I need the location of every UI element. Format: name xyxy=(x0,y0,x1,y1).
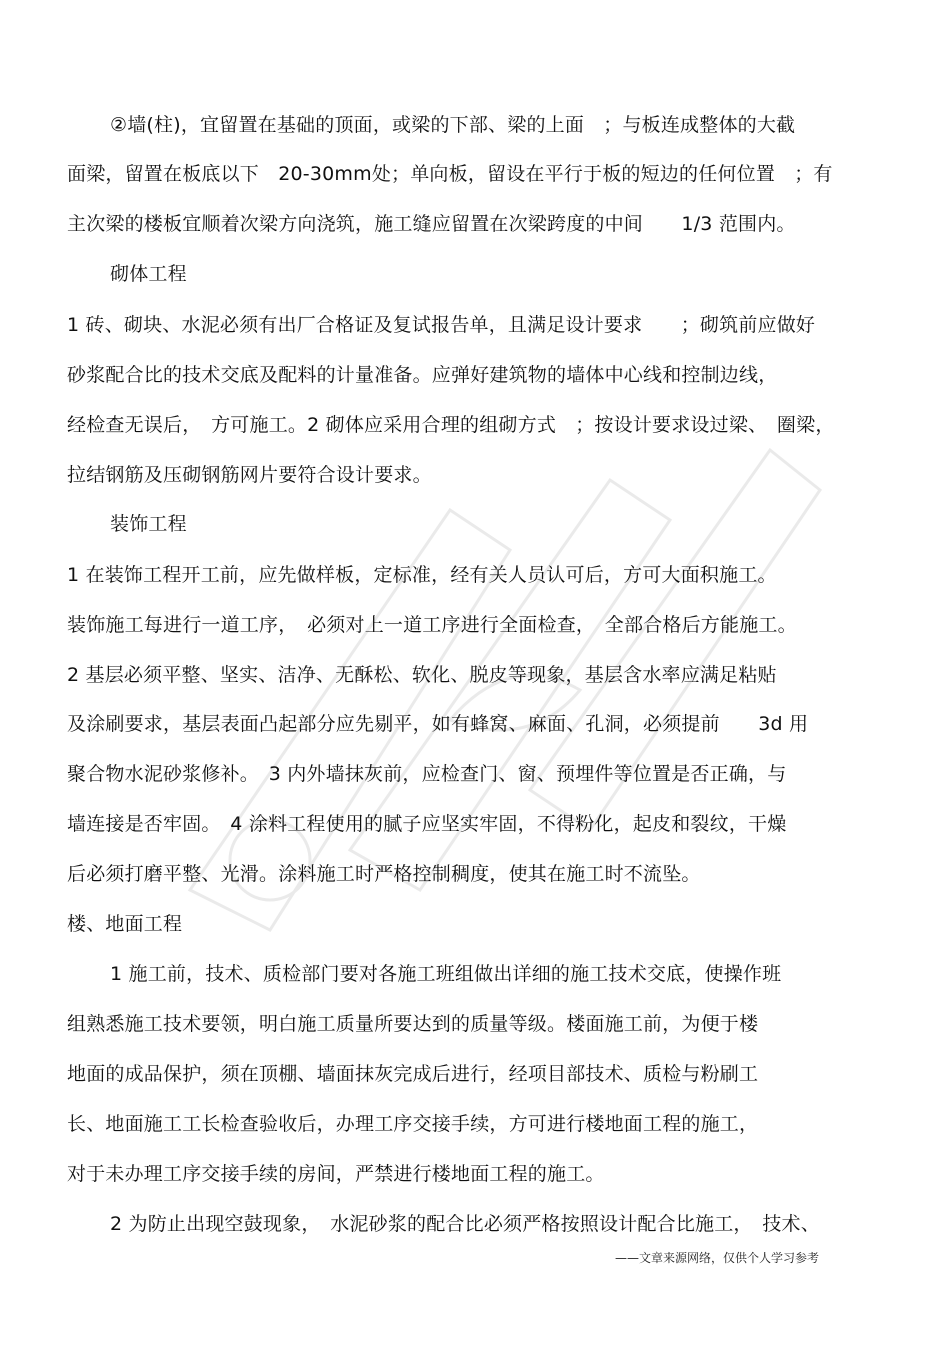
paragraph-line-2: 面梁，留置在板底以下 20-30mm处；单向板，留设在平行于板的短边的任何位置 ；有 xyxy=(67,163,833,185)
paragraph-line-5: 砂浆配合比的技术交底及配料的计量准备。应弹好建筑物的墙体中心线和控制边线， xyxy=(67,364,778,386)
paragraph-line-1: ②墙(柱)，宜留置在基础的顶面，或梁的下部、梁的上面 ；与板连成整体的大截 xyxy=(110,114,796,136)
paragraph-line-16: 组熟悉施工技术要领，明白施工质量所要达到的质量等级。楼面施工前，为便于楼 xyxy=(67,1013,759,1035)
paragraph-line-9: 装饰施工每进行一道工序， 必须对上一道工序进行全面检查， 全部合格后方能施工。 xyxy=(67,614,797,636)
paragraph-line-17: 地面的成品保护，须在顶棚、墙面抹灰完成后进行，经项目部技术、质检与粉刷工 xyxy=(67,1063,759,1085)
paragraph-line-11: 及涂刷要求，基层表面凸起部分应先剔平，如有蜂窝、麻面、孔洞，必须提前 3d 用 xyxy=(67,713,809,735)
paragraph-line-6: 经检查无误后， 方可施工。2 砌体应采用合理的组砌方式 ；按设计要求设过梁、 圈梁， xyxy=(67,414,835,436)
paragraph-line-4: 1 砖、砌块、水泥必须有出厂合格证及复试报告单，且满足设计要求 ；砌筑前应做好 xyxy=(67,314,816,336)
paragraph-line-3: 主次梁的楼板宜顺着次梁方向浇筑，施工缝应留置在次梁跨度的中间 1/3 范围内。 xyxy=(67,213,796,235)
paragraph-line-13: 墙连接是否牢固。 4 涂料工程使用的腻子应坚实牢固，不得粉化，起皮和裂纹，干燥 xyxy=(67,813,787,835)
paragraph-line-8: 1 在装饰工程开工前，应先做样板，定标准，经有关人员认可后，方可大面积施工。 xyxy=(67,564,777,586)
paragraph-line-14: 后必须打磨平整、光滑。涂料施工时严格控制稠度，使其在施工时不流坠。 xyxy=(67,863,701,885)
paragraph-line-12: 聚合物水泥砂浆修补。 3 内外墙抹灰前，应检查门、窗、预埋件等位置是否正确，与 xyxy=(67,763,787,785)
section-heading-decoration: 装饰工程 xyxy=(110,513,187,535)
source-footer-note: ——文章来源网络，仅供个人学习参考 xyxy=(615,1251,820,1265)
paragraph-line-20: 2 为防止出现空鼓现象， 水泥砂浆的配合比必须严格按照设计配合比施工， 技术、 xyxy=(110,1213,820,1235)
paragraph-line-18: 长、地面施工工长检查验收后，办理工序交接手续，方可进行楼地面工程的施工， xyxy=(67,1113,759,1135)
paragraph-line-19: 对于未办理工序交接手续的房间，严禁进行楼地面工程的施工。 xyxy=(67,1163,605,1185)
section-heading-masonry: 砌体工程 xyxy=(110,263,187,285)
section-heading-floor: 楼、地面工程 xyxy=(67,913,183,935)
paragraph-line-7: 拉结钢筋及压砌钢筋网片要符合设计要求。 xyxy=(67,464,432,486)
paragraph-line-15: 1 施工前，技术、质检部门要对各施工班组做出详细的施工技术交底，使操作班 xyxy=(110,963,782,985)
paragraph-line-10: 2 基层必须平整、坚实、洁净、无酥松、软化、脱皮等现象，基层含水率应满足粘贴 xyxy=(67,664,777,686)
